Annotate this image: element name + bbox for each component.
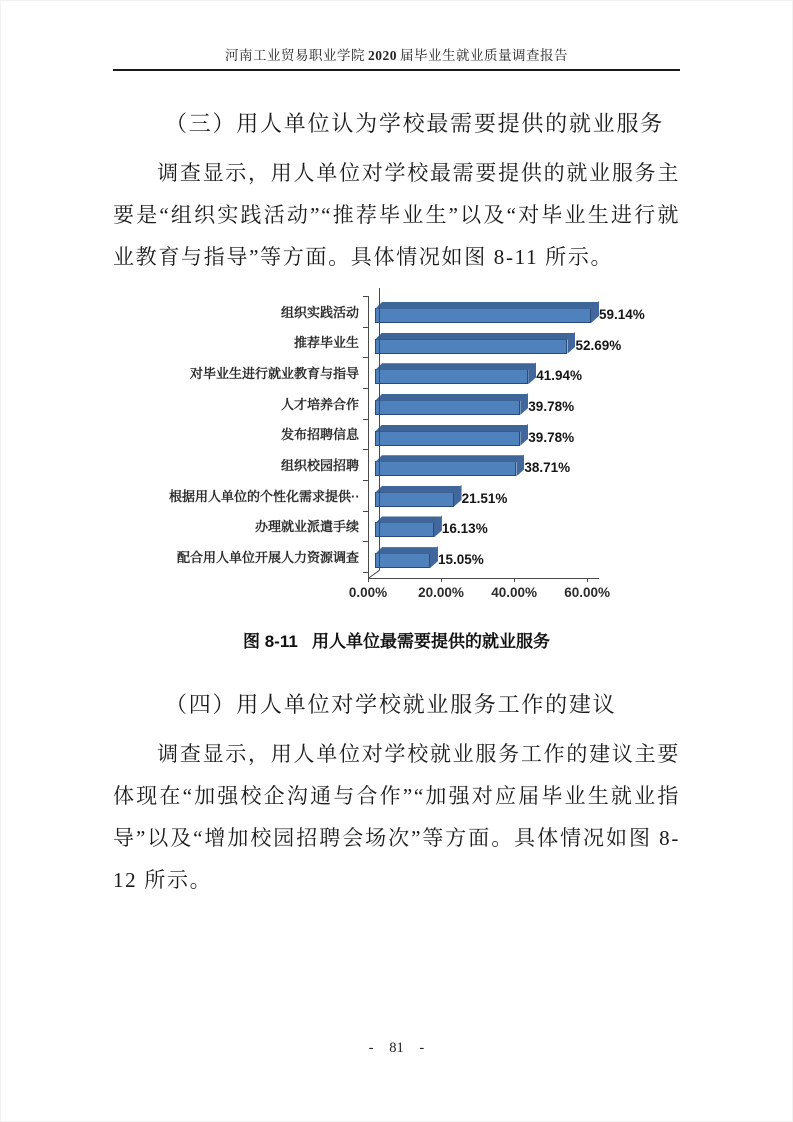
- bar-area: [364, 327, 679, 358]
- value-label: 52.69%: [575, 337, 622, 353]
- page-content: [0, 107, 793, 901]
- bar: [375, 553, 430, 568]
- bar: [375, 339, 567, 354]
- value-label: 41.94%: [536, 368, 582, 384]
- y-tick-mark: [363, 419, 369, 420]
- y-tick-mark: [363, 357, 369, 358]
- y-tick-mark: [363, 480, 369, 481]
- value-label: 39.78%: [528, 429, 575, 445]
- bar-area: [364, 541, 679, 572]
- value-label: 21.51%: [461, 490, 508, 506]
- chart-axis-back-wall: [379, 288, 380, 570]
- value-label: 39.78%: [528, 398, 575, 414]
- chart-row: [169, 449, 679, 480]
- category-label: 根据用人单位的个性化需求提供··: [169, 488, 360, 504]
- bar: [375, 492, 454, 507]
- category-label: 发布招聘信息: [280, 427, 359, 443]
- bar: [375, 522, 434, 537]
- y-tick-mark: [363, 541, 369, 542]
- y-tick-mark: [363, 388, 369, 389]
- chart-row: [169, 510, 679, 541]
- x-tick-mark: [514, 578, 515, 582]
- x-tick-label: 0.00%: [348, 585, 388, 600]
- value-label: 15.05%: [437, 552, 484, 568]
- bar: [375, 308, 591, 323]
- chart-rows: [169, 296, 679, 572]
- section-4-heading: （四）用人单位对学校就业服务工作的建议: [165, 692, 617, 717]
- bar-area: [364, 510, 679, 541]
- category-label: 办理就业派遣手续: [254, 519, 359, 535]
- bar-area: [364, 449, 679, 480]
- bar-area: [364, 419, 679, 450]
- bar-chart-figure-8-11: [169, 288, 679, 603]
- chart-row: [169, 388, 679, 419]
- page-number: - 81 -: [368, 1040, 425, 1056]
- value-label: 16.13%: [441, 521, 488, 537]
- y-tick-mark: [363, 511, 369, 512]
- chart-row: [169, 357, 679, 388]
- category-label: 配合用人单位开展人力资源调查: [176, 549, 359, 565]
- x-tick-mark: [368, 578, 369, 582]
- y-tick-mark: [363, 449, 369, 450]
- chart-row: [169, 541, 679, 572]
- category-label: 组织校园招聘: [280, 458, 359, 474]
- x-tick-mark: [441, 578, 442, 582]
- category-label: 对毕业生进行就业教育与指导: [189, 366, 359, 382]
- bar: [375, 431, 520, 446]
- value-label: 38.71%: [524, 460, 571, 476]
- chart-x-axis: [368, 578, 599, 579]
- bar: [375, 400, 520, 415]
- header-title-prefix: 河南工业贸易职业学院: [225, 48, 365, 63]
- category-label: 组织实践活动: [280, 304, 359, 320]
- chart-y-axis: [368, 296, 369, 578]
- header-title-year: 2020: [368, 48, 397, 63]
- bar-area: [364, 296, 679, 327]
- x-tick-label: 20.00%: [418, 585, 464, 600]
- bar: [375, 461, 516, 476]
- bar: [375, 369, 528, 384]
- value-label: 59.14%: [599, 307, 645, 322]
- y-tick-mark: [363, 327, 369, 328]
- category-label: 推荐毕业生: [293, 335, 359, 351]
- x-tick-label: 40.00%: [491, 585, 537, 600]
- section-3-heading: （三）用人单位认为学校最需要提供的就业服务: [165, 111, 664, 136]
- y-tick-mark: [363, 296, 369, 297]
- section-4-paragraph: 调查显示，用人单位对学校就业服务工作的建议主要体现在“加强校企沟通与合作”“加强对应届毕业生就业指导”以及“增加校园招聘会场次”等方面。具体情况如图 8-12 所示。: [113, 742, 680, 892]
- x-tick-mark: [587, 578, 588, 582]
- chart-row: [169, 296, 679, 327]
- header-rule: [113, 69, 680, 71]
- bar-area: [364, 357, 679, 388]
- y-tick-mark: [363, 572, 369, 573]
- running-header: [0, 0, 793, 64]
- chart-row: [169, 419, 679, 450]
- figure-caption: 图 8-11 用人单位最需要提供的就业服务: [243, 632, 550, 651]
- header-title-suffix: 届毕业生就业质量调查报告: [400, 48, 568, 63]
- x-tick-label: 60.00%: [564, 585, 611, 600]
- section-3-paragraph: 调查显示，用人单位对学校最需要提供的就业服务主要是“组织实践活动”“推荐毕业生”以及“对毕业生进行就业教育与指导”等方面。具体情况如图 8-11 所示。: [113, 161, 680, 269]
- bar-area: [364, 480, 679, 511]
- bar-area: [364, 388, 679, 419]
- category-label: 人才培养合作: [280, 396, 359, 412]
- chart-row: [169, 480, 679, 511]
- chart-row: [169, 327, 679, 358]
